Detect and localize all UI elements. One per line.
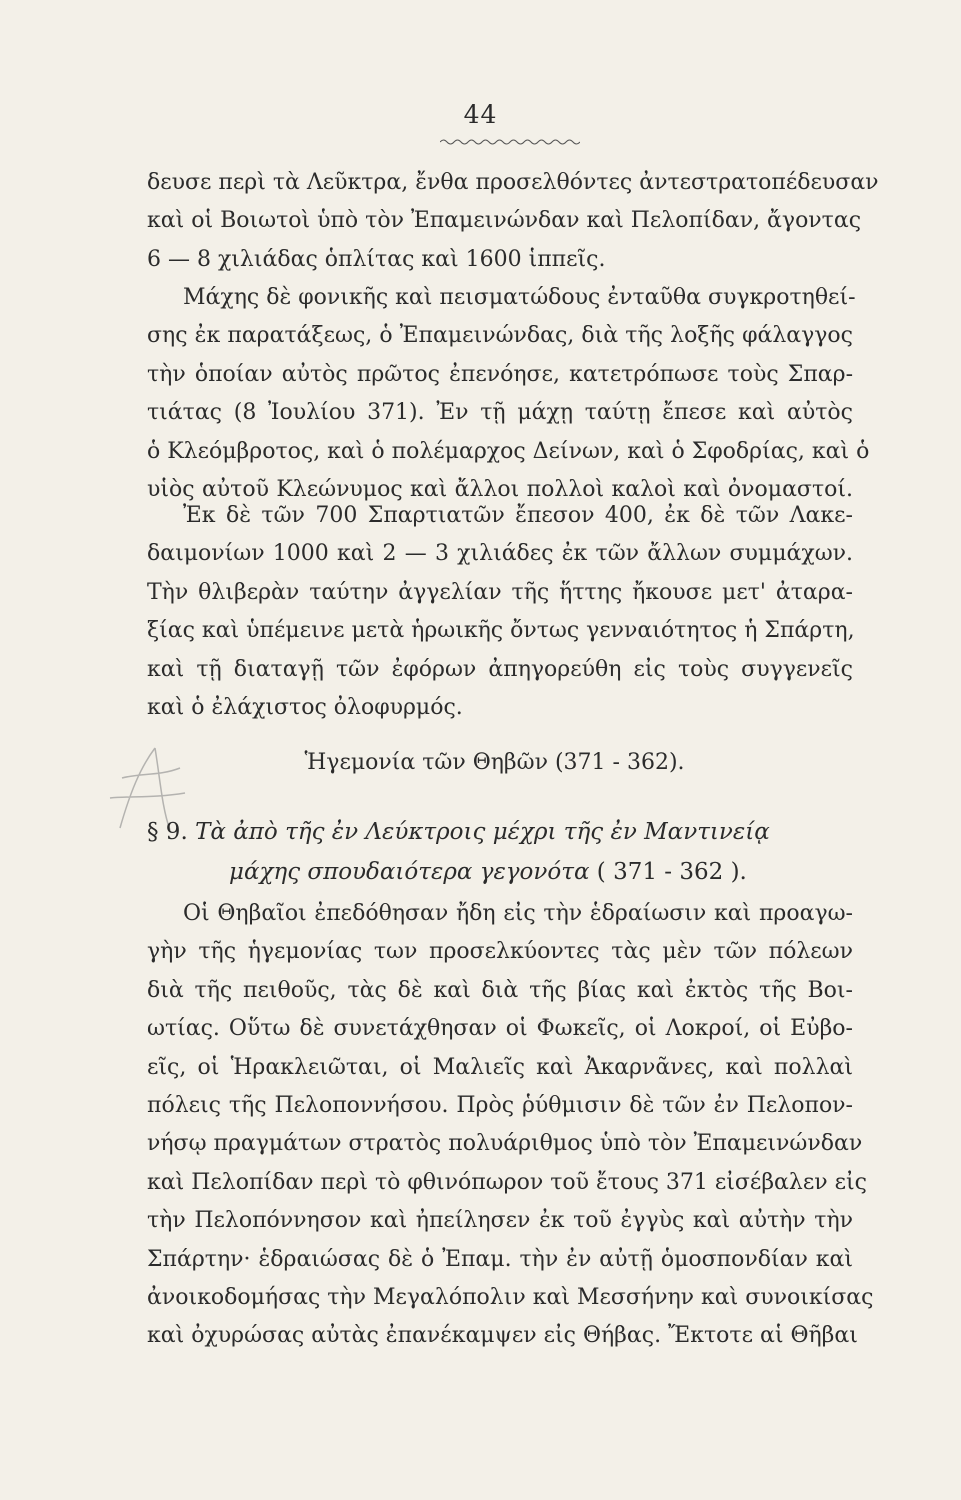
- text-line: εῖς, οἱ Ἡρακλειῶται, οἱ Μαλιεῖς καὶ Ἀκαρνᾶνες, καὶ πολλαὶ: [147, 1054, 853, 1080]
- paragraph-1: [147, 164, 879, 279]
- text-line: 6 — 8 χιλιάδας ὁπλίτας καὶ 1600 ἱππεῖς.: [147, 246, 606, 272]
- text-line: ωτίας. Οὕτω δὲ συνετάχθησαν οἱ Φωκεῖς, οἱ Λοκροί, οἱ Εὐβο-: [147, 1016, 853, 1042]
- text-line: σης ἐκ παρατάξεως, ὁ Ἐπαμεινώνδας, διὰ τῆς λοξῆς φάλαγγος: [147, 323, 853, 349]
- text-line: τὴν Πελοπόννησον καὶ ἠπείλησεν ἐκ τοῦ ἐγγὺς καὶ αὐτὴν τὴν: [147, 1208, 853, 1234]
- page-number: 44: [463, 100, 498, 129]
- section-title: [147, 812, 853, 892]
- paragraph-4: [147, 895, 874, 1356]
- text-line: καὶ ὁ ἐλάχιστος ὀλοφυρμός.: [147, 694, 463, 720]
- text-line: ἀνοικοδομήσας τὴν Μεγαλόπολιν καὶ Μεσσήνην καὶ συνοικίσας: [147, 1284, 874, 1310]
- text-line: ξίας καὶ ὑπέμεινε μετὰ ἡρωικῆς ὄντως γενναιότητος ἡ Σπάρτη,: [147, 618, 855, 644]
- text-line: δαιμονίων 1000 καὶ 2 — 3 χιλιάδες ἐκ τῶν ἄλλων συμμάχων.: [147, 541, 853, 567]
- text-line: γὴν τῆς ἡγεμονίας των προσελκύοντες τὰς μὲν τῶν πόλεων: [147, 939, 853, 965]
- text-line: πόλεις τῆς Πελοποννήσου. Πρὸς ῥύθμισιν δὲ τῶν ἐν Πελοπον-: [147, 1092, 853, 1118]
- text-line: καὶ Πελοπίδαν περὶ τὸ φθινόπωρον τοῦ ἔτους 371 εἰσέβαλεν εἰς: [147, 1169, 867, 1195]
- text-line: καὶ οἱ Βοιωτοὶ ὑπὸ τὸν Ἐπαμεινώνδαν καὶ Πελοπίδαν, ἄγοντας: [147, 208, 862, 234]
- section-number: § 9.: [147, 819, 188, 845]
- page-number-wavy-rule: [440, 137, 580, 147]
- text-line: καὶ ὀχυρώσας αὐτὰς ἐπανέκαμψεν εἰς Θήβας. Ἔκτοτε αἱ Θῆβαι: [147, 1323, 858, 1349]
- paragraph-2: [147, 279, 870, 509]
- text-line: υἱὸς αὐτοῦ Κλεώνυμος καὶ ἄλλοι πολλοὶ καλοὶ καὶ ὀνομαστοί.: [147, 476, 853, 502]
- text-line: Τὴν θλιβερὰν ταύτην ἀγγελίαν τῆς ἥττης ἤκουσε μετ' ἀταρα-: [147, 579, 853, 605]
- section-title-line2: μάχης σπουδαιότερα γεγονότα: [229, 859, 590, 885]
- text-line: δευσε περὶ τὰ Λεῦκτρα, ἔνθα προσελθόντες ἀντεστρατοπέδευσαν: [147, 170, 879, 195]
- section-title-line1: Τὰ ἀπὸ τῆς ἐν Λεύκτροις μέχρι τῆς ἐν Μαντινείᾳ: [195, 819, 770, 845]
- text-line: τιάτας (8 Ἰουλίου 371). Ἐν τῇ μάχῃ ταύτῃ ἔπεσε καὶ αὐτὸς: [147, 400, 853, 426]
- text-line: Σπάρτην· ἑδραιώσας δὲ ὁ Ἐπαμ. τὴν ἐν αὐτῇ ὁμοσπονδίαν καὶ: [147, 1246, 853, 1272]
- chapter-heading: Ἡγεμονία τῶν Θηβῶν (371 - 362).: [304, 750, 685, 775]
- text-line: διὰ τῆς πειθοῦς, τὰς δὲ καὶ διὰ τῆς βίας καὶ ἐκτὸς τῆς Βοι-: [147, 977, 853, 1003]
- text-line: ὁ Κλεόμβροτος, καὶ ὁ πολέμαρχος Δείνων, καὶ ὁ Σφοδρίας, καὶ ὁ: [147, 438, 870, 464]
- text-line: Μάχης δὲ φονικῆς καὶ πεισματώδους ἐνταῦθα συγκροτηθεί-: [183, 285, 856, 310]
- text-line: Ἐκ δὲ τῶν 700 Σπαρτιατῶν ἔπεσον 400, ἐκ δὲ τῶν Λακε-: [183, 503, 853, 528]
- text-line: Οἱ Θηβαῖοι ἐπεδόθησαν ἤδη εἰς τὴν ἑδραίωσιν καὶ προαγω-: [183, 901, 853, 926]
- text-line: νήσῳ πραγμάτων στρατὸς πολυάριθμος ὑπὸ τὸν Ἐπαμεινώνδαν: [147, 1131, 863, 1157]
- section-years: ( 371 - 362 ).: [596, 859, 747, 885]
- paragraph-3: [147, 497, 853, 727]
- text-line: καὶ τῇ διαταγῇ τῶν ἐφόρων ἀπηγορεύθη εἰς τοὺς συγγενεῖς: [147, 656, 853, 682]
- text-line: τὴν ὁποίαν αὐτὸς πρῶτος ἐπενόησε, κατετρόπωσε τοὺς Σπαρ-: [147, 361, 853, 387]
